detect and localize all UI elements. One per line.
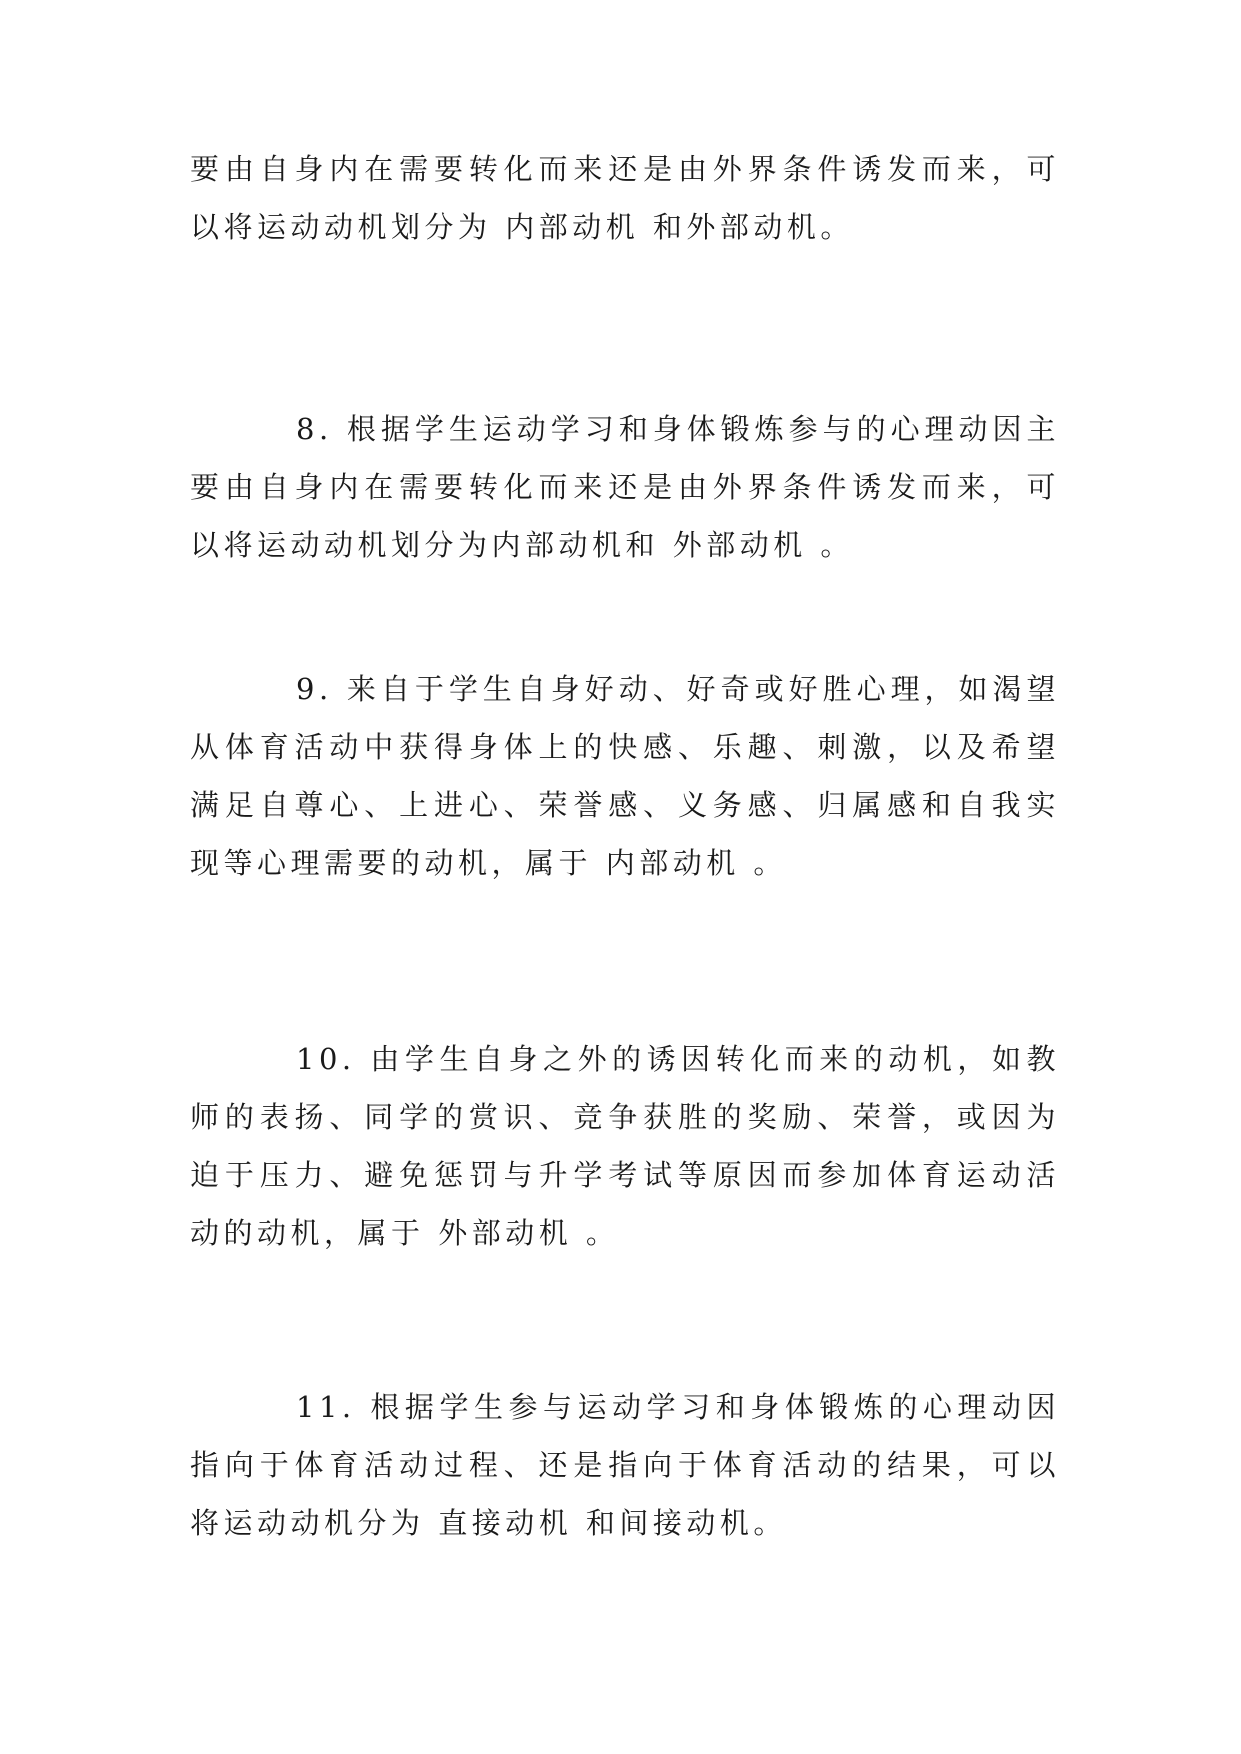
- item-number: 11.: [296, 1390, 356, 1424]
- paragraph-text: 来自于学生自身好动、好奇或好胜心理，如渴望从体育活动中获得身体上的快感、乐趣、刺激，以及希望满足自尊心、上进心、荣誉感、义务感、归属感和自我实现等心理需要的动机，属于 内部动机 。: [190, 672, 1060, 880]
- paragraph-text: 根据学生参与运动学习和身体锻炼的心理动因指向于体育活动过程、还是指向于体育活动的结果，可以将运动动机分为 直接动机 和间接动机。: [190, 1390, 1061, 1540]
- paragraph-item-11: [190, 1378, 1060, 1552]
- item-number: 8.: [296, 412, 333, 446]
- item-number: 9.: [296, 672, 333, 706]
- paragraph-text: 要由自身内在需要转化而来还是由外界条件诱发而来，可以将运动动机划分为 内部动机 和外部动机。: [190, 152, 1060, 244]
- paragraph-continued: [190, 140, 1060, 256]
- paragraph-text: 由学生自身之外的诱因转化而来的动机，如教师的表扬、同学的赏识、竞争获胜的奖励、荣誉，或因为迫于压力、避免惩罚与升学考试等原因而参加体育运动活动的动机，属于 外部动机 。: [190, 1042, 1061, 1250]
- paragraph-item-9: [190, 660, 1060, 892]
- paragraph-item-10: [190, 1030, 1060, 1262]
- paragraph-text: 根据学生运动学习和身体锻炼参与的心理动因主要由自身内在需要转化而来还是由外界条件诱发而来，可以将运动动机划分为内部动机和 外部动机 。: [190, 412, 1060, 562]
- paragraph-item-8: [190, 400, 1060, 574]
- item-number: 10.: [296, 1042, 356, 1076]
